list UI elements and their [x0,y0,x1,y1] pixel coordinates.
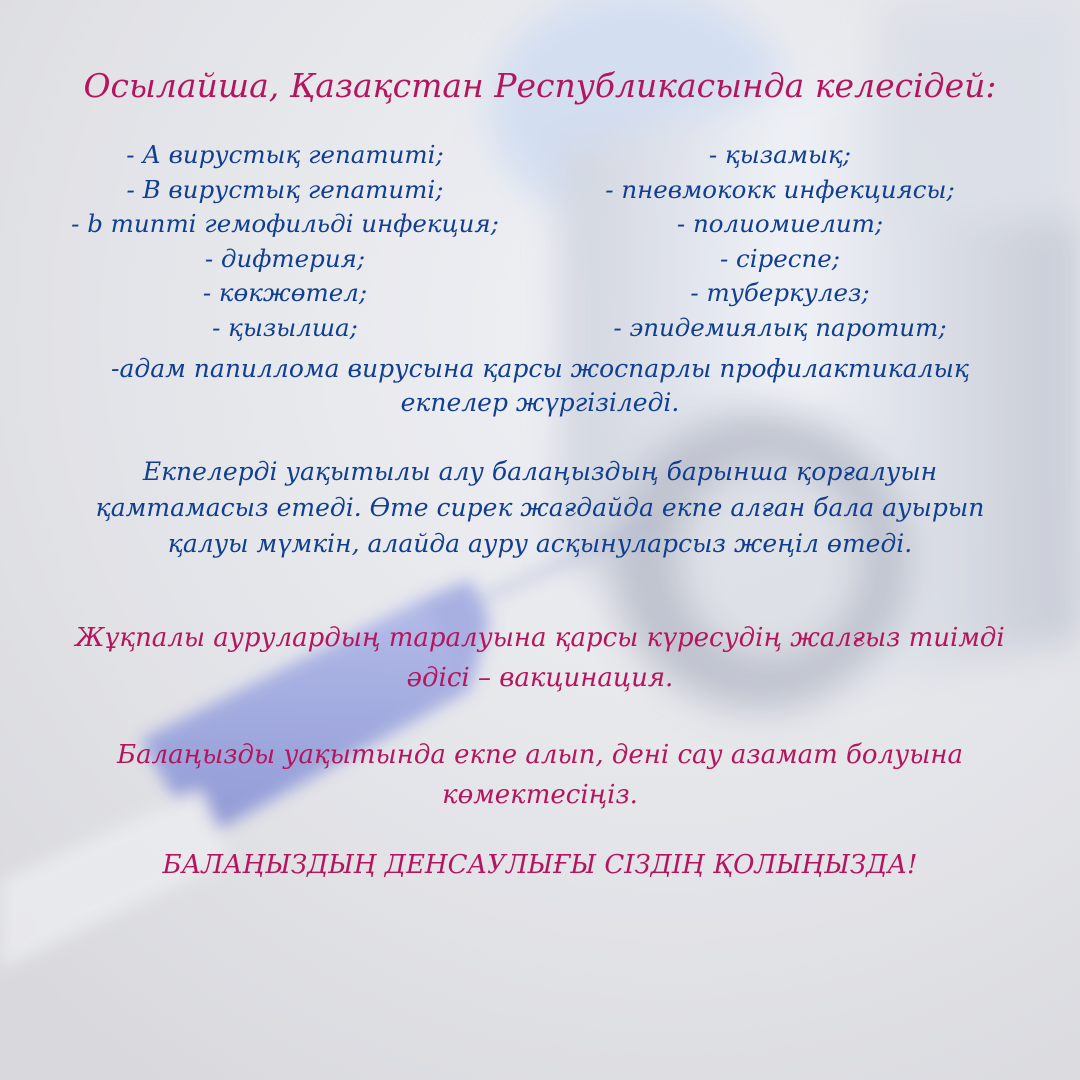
list-item: - сіреспе; [719,243,841,273]
text-line: Балаңызды уақытында екпе алып, дені сау азамат болуына [116,740,964,770]
text-line: Жұқпалы аурулардың таралуына қарсы күресудің жалғыз тиімді [75,623,1005,653]
list-item: - В вирустық гепатиті; [126,174,444,204]
list-item: - көкжөтел; [202,278,368,308]
text-line: екпелер жүргізіледі. [400,388,680,417]
text-line: көмектесіңіз. [442,780,638,810]
disease-list-right [510,138,1050,346]
appeal-text [0,735,1080,815]
text-line: қамтамасыз етеді. Өте сирек жағдайда екпе алған бала ауырып [95,493,985,522]
list-item: - қызылша; [212,312,358,342]
hpv-vaccination-text [0,352,1080,420]
slogan: БАЛАҢЫЗДЫҢ ДЕНСАУЛЫҒЫ СІЗДІҢ ҚОЛЫҢЫЗДА! [162,850,918,880]
list-item: - дифтерия; [204,243,366,273]
list-item: - туберкулез; [690,278,870,308]
text-line: қалуы мүмкін, алайда ауру асқынуларсыз жеңіл өтеді. [167,529,913,558]
timely-vaccination-text [0,454,1080,562]
list-item: - b типті гемофильді инфекция; [71,209,499,239]
text-line: әдісі – вакцинация. [406,663,674,693]
text-line: -адам папиллома вирусына қарсы жоспарлы профилактикалық [111,354,969,383]
poster-title: Осылайша, Қазақстан Республикасында келесідей: [83,66,997,105]
disease-list-left [30,138,540,346]
list-item: - пневмококк инфекциясы; [605,174,955,204]
list-item: - қызамық; [708,140,852,169]
text-line: Екпелерді уақытылы алу балаңыздың барынша қорғалуын [142,457,938,486]
list-item: - полиомиелит; [676,209,884,239]
vaccination-method-text [0,618,1080,698]
list-item: - эпидемиялық паротит; [613,312,947,342]
list-item: - А вирустық гепатиті; [126,140,444,169]
